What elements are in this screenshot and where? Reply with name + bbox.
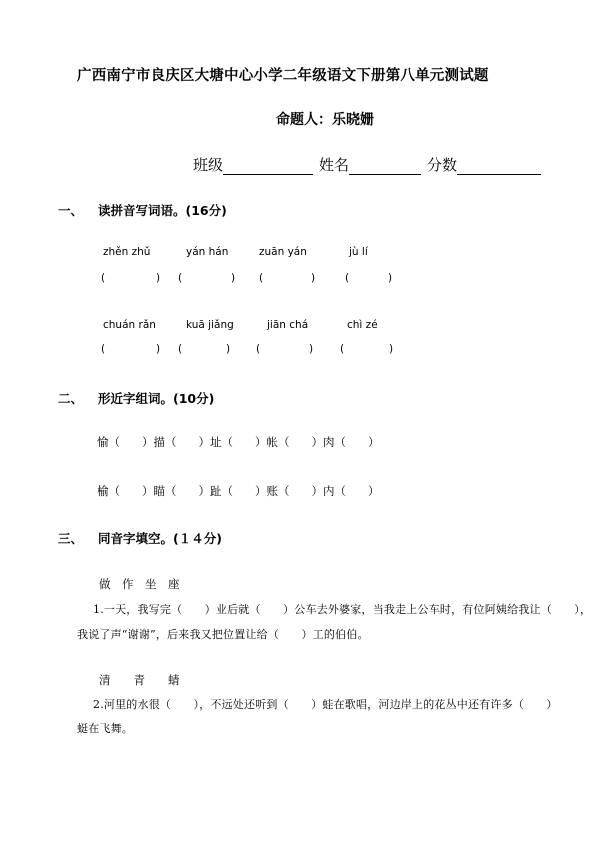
row1-item-5: ）肉（: [311, 435, 346, 449]
class-label: 班级: [193, 156, 224, 174]
answer-open-1: (: [101, 272, 106, 284]
answer-close-7: ): [309, 343, 314, 355]
section-2-title: 形近字组词。(10分): [98, 391, 215, 406]
author-line: 命题人：乐晓姗: [276, 112, 374, 128]
answer-open-7: (: [256, 343, 261, 355]
pinyin-5: chuán rǎn: [103, 319, 156, 331]
answer-open-3: (: [259, 272, 264, 284]
row1-item-6: ）: [368, 435, 380, 449]
name-label: 姓名: [319, 156, 350, 174]
answer-open-6: (: [178, 343, 183, 355]
answer-close-8: ): [389, 343, 394, 355]
answer-open-2: (: [178, 272, 183, 284]
answer-close-6: ): [226, 343, 231, 355]
pinyin-1: zhěn zhǔ: [103, 246, 151, 258]
row2-item-5: ）内（: [311, 484, 346, 498]
section-1-heading: [58, 201, 227, 219]
name-blank[interactable]: [349, 158, 421, 175]
answer-close-2: ): [231, 272, 236, 284]
row2-item-4: ）账（: [255, 484, 290, 498]
pinyin-8: chì zé: [347, 319, 378, 331]
answer-open-5: (: [101, 343, 106, 355]
answer-close-3: ): [311, 272, 316, 284]
student-info-line: [193, 154, 547, 175]
score-blank[interactable]: [457, 158, 541, 175]
row1-item-3: ）址（: [198, 435, 233, 449]
answer-close-1: ): [156, 272, 161, 284]
section-1-number: 一、: [58, 203, 84, 218]
answer-close-5: ): [156, 343, 161, 355]
score-label: 分数: [427, 156, 458, 174]
section-3-number: 三、: [58, 531, 84, 546]
section-2-heading: [58, 389, 214, 407]
char-row-2: [97, 483, 380, 499]
answer-close-4: ): [388, 272, 393, 284]
answer-open-4: (: [345, 272, 350, 284]
pinyin-4: jù lí: [349, 246, 368, 258]
class-blank[interactable]: [223, 158, 313, 175]
row2-item-2: ）瞄（: [142, 484, 177, 498]
row1-item-4: ）帐（: [255, 435, 290, 449]
row2-item-1: 榆（: [97, 484, 120, 498]
char-group-2: 清 青 蜻: [99, 673, 180, 687]
section-2-number: 二、: [58, 391, 84, 406]
section-1-title: 读拼音写词语。(16分): [98, 203, 227, 218]
row2-item-3: ）趾（: [198, 484, 233, 498]
char-group-1: 做 作 坐 座: [99, 577, 180, 591]
answer-open-8: (: [340, 343, 345, 355]
question-1-line-1: 1.一天，我写完（ ）业后就（ ）公车去外婆家，当我走上公车时，有位阿姨给我让（ ），: [93, 603, 592, 616]
row1-item-2: ）描（: [142, 435, 177, 449]
section-3-title: 同音字填空。(１４分): [98, 531, 222, 546]
pinyin-3: zuān yán: [259, 246, 307, 258]
section-3-heading: [58, 529, 222, 547]
char-row-1: [97, 434, 380, 450]
row1-item-1: 愉（: [97, 435, 120, 449]
pinyin-7: jiān chá: [267, 319, 309, 331]
question-2-line-2: 蜓在飞舞。: [77, 722, 133, 735]
question-2-line-1: 2.河里的水很（ ），不远处还听到（ ）蛙在歌唱，河边岸上的花丛中还有许多（ ）: [93, 698, 558, 711]
pinyin-2: yán hán: [186, 246, 229, 258]
question-1-line-2: 我说了声“谢谢”，后来我又把位置让给（ ）工的伯伯。: [77, 628, 369, 641]
pinyin-6: kuā jiǎng: [186, 319, 234, 331]
document-title: 广西南宁市良庆区大塘中心小学二年级语文下册第八单元测试题: [77, 68, 489, 84]
row2-item-6: ）: [368, 484, 380, 498]
